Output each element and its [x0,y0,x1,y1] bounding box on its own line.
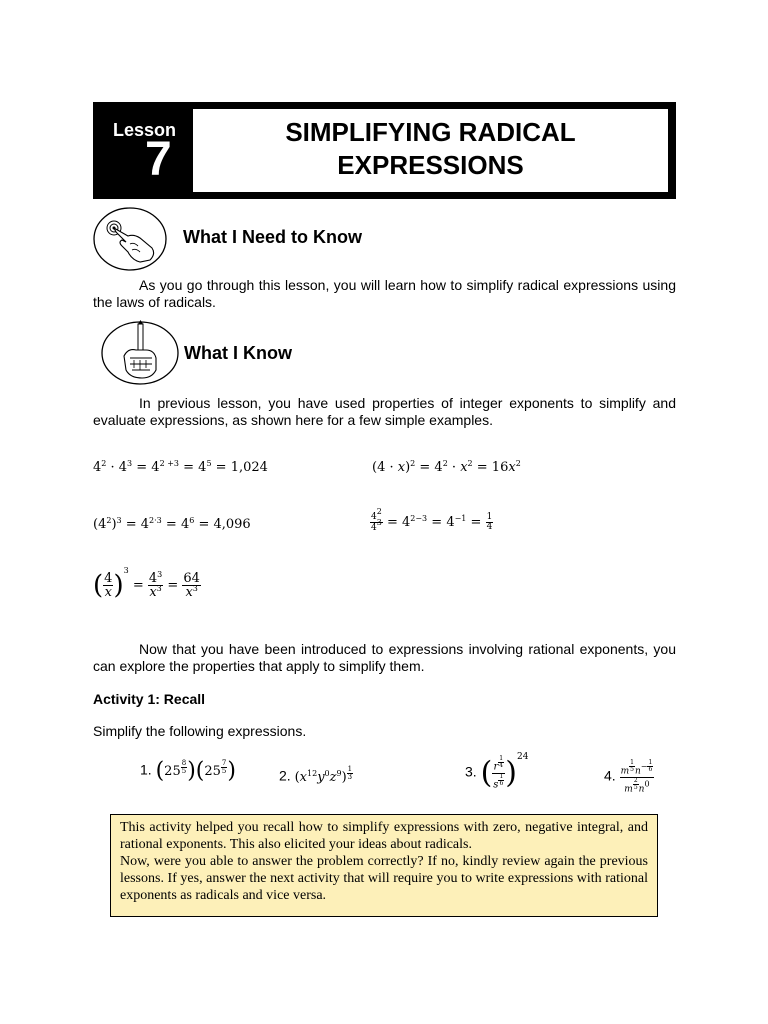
lesson-title [193,116,668,182]
section-heading-what-i-know: What I Know [184,343,292,363]
activity-item-1: 1. (25 $^{\frac{8}{5}}$ )(25 $^{\frac{7}{5}}$ ) [140,758,236,783]
lesson-title-line2: EXPRESSIONS [337,150,524,180]
section-text-need-to-know: As you go through this lesson, you will learn how to simplify radical expressions using the laws of radicals. [93,277,676,310]
activity-instruction: Simplify the following expressions. [93,723,307,739]
example-power-of-product: $(4 \cdot x)^2 = 4^2 \cdot x^2 = 16x^2$ [372,459,521,475]
lesson-number: 7 [145,133,172,186]
hand-holding-pencil-icon [100,320,180,386]
example-power-of-power: $(4^2)^3 = 4^{2\cdot 3} = 4^6 = 4,096$ [93,516,251,532]
section-heading-need-to-know: What I Need to Know [183,227,362,247]
item-number: 1. [140,761,152,778]
lesson-title-line1: SIMPLIFYING RADICAL [285,117,576,147]
transition-text: Now that you have been introduced to expressions involving rational exponents, you can explore the properties that apply to simplify them. [93,641,676,674]
activity-item-3: 3. ( r $^{\frac{1}{4}}$ s $^{\frac{1}{6}}$ )$^{24}$ [465,751,529,790]
activity-item-4: 4. m $^{\frac{1}{5}}$ $n^{- \frac{1}{6}}$ m $^{\frac{2}{5}}$ $n^0$ [604,759,653,794]
item-number: 2. [279,767,291,784]
section-text-what-i-know: In previous lesson, you have used properties of integer exponents to simplify and evaluate expressions, as shown here for a few simple examples. [93,395,676,428]
example-product-rule: $4^2 \cdot 4^3 = 4^{2 +3} = 4^5 = 1,024$ [93,459,268,475]
item-number: 3. [465,763,477,780]
activity-note-box [110,814,658,917]
example-power-of-quotient: ( $\frac{4}{x}$ )$^3$ = $\frac{4^3}{x^3}$ = $\frac{64}{x^3}$ [93,566,200,601]
note-line-1: This activity helped you recall how to simplify expressions with zero, negative integral, and rational exponents. This also elicited your ideas about radicals. [120,820,648,852]
activity-heading: Activity 1: Recall [93,691,206,707]
lesson-label: Lesson [113,120,177,140]
item-number: 4. [604,767,616,784]
note-line-2: Now, were you able to answer the problem correctly? If no, kindly review again the previous lessons. If yes, answer the next activity that will require you to write expressions with rational exponents as radicals and vice versa. [120,854,648,903]
pointing-hand-icon [92,206,168,272]
activity-item-2: 2. $(x^{12}y^0z^9)$ $^{\frac{1}{3}}$ [279,765,353,785]
example-quotient-rule: $\frac{4^2}{4^3}$ = $4^{2-3} = 4^{-1}$ = $\frac{1}{4}$ [371,507,493,533]
